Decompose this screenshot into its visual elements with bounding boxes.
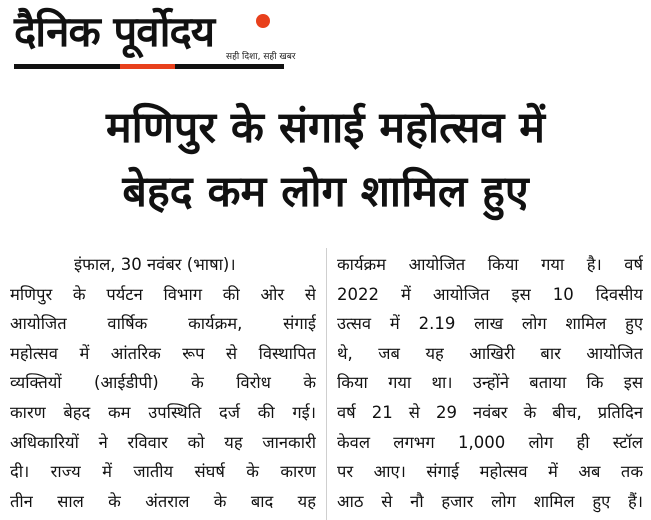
body-line: उत्सव में 2.19 लाख लोग शामिल हुए [337,314,643,334]
body-line: महोत्सव में आंतरिक रूप से विस्थापित [10,343,316,363]
body-line: केवल लगभग 1,000 लोग ही स्टॉल [337,432,643,452]
body-line: मणिपुर के पर्यटन विभाग की ओर से [10,284,316,304]
logo-dot-icon [256,14,270,28]
body-line: कार्यक्रम आयोजित किया गया है। वर्ष [337,255,643,274]
body-line: कारण बेहद कम उपस्थिति दर्ज की गई। [10,402,316,422]
body-line: इंफाल, 30 नवंबर (भाषा)। [74,255,236,274]
body-line: तीन साल के अंतराल के बाद यह [10,491,316,511]
body-line: आठ से नौ हजार लोग शामिल हुए हैं। [337,491,643,511]
headline-line-2: बेहद कम लोग शामिल हुए [122,167,529,217]
body-line: 2022 में आयोजित इस 10 दिवसीय [337,284,643,304]
body-line: थे, जब यह आखिरी बार आयोजित [337,343,643,363]
headline-line-1: मणिपुर के संगाई महोत्सव में [105,103,546,153]
article-headline [0,96,651,224]
logo-tagline: सही दिशा, सही खबर [226,52,296,62]
newspaper-logo: दैनिक पूर्वोदय [14,7,215,56]
body-line: पर आए। संगाई महोत्सव में अब तक [337,462,643,482]
body-line: अधिकारियों ने रविवार को यह जानकारी [10,432,316,452]
body-line: आयोजित वार्षिक कार्यक्रम, संगाई [10,314,316,334]
masthead [0,0,651,82]
body-line: किया गया था। उन्होंने बताया कि इस [337,373,643,393]
body-line: वर्ष 21 से 29 नवंबर के बीच, प्रतिदिन [337,402,643,422]
masthead-rule-accent [120,64,175,69]
column-divider [326,248,327,520]
body-line: दी। राज्य में जातीय संघर्ष के कारण [10,462,316,482]
article-body-left-column [10,250,316,516]
body-line: व्यक्तियों (आईडीपी) के विरोध के [10,373,316,393]
article-body-right-column [337,250,643,516]
